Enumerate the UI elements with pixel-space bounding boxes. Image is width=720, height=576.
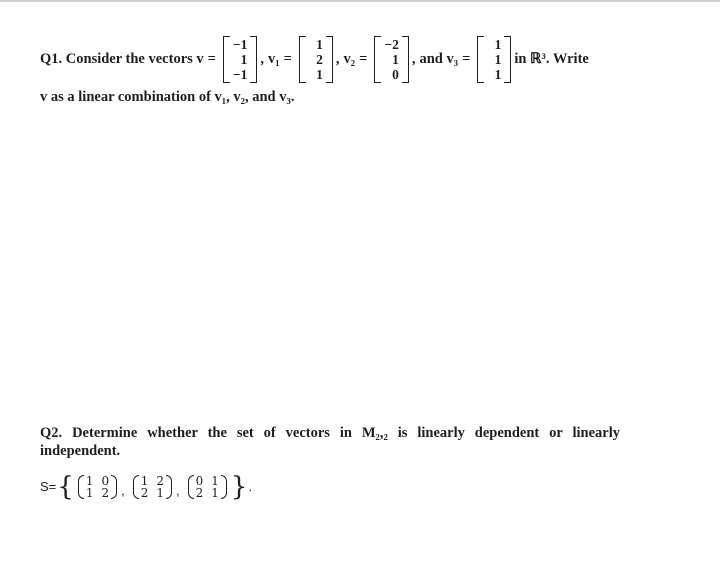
vector-v2 <box>374 36 408 83</box>
equals-sign: = <box>283 51 292 67</box>
closing-period: . <box>248 479 253 494</box>
v3-name: v₃ <box>446 51 459 67</box>
vector-v <box>223 36 257 83</box>
matrix-2 <box>133 475 172 499</box>
comma: , <box>121 483 125 498</box>
q2-text: Determine whether the set of vectors in M₂,₂ is linearly dependent or linearly independent. <box>40 425 621 459</box>
comma: , <box>411 51 416 67</box>
top-divider <box>0 0 720 2</box>
matrix-2-entry: 2 <box>140 486 149 500</box>
set-label: S= <box>40 479 57 494</box>
matrix-2-entry: 1 <box>140 474 149 488</box>
vector-v3-entry: 1 <box>494 52 502 67</box>
equals-sign: = <box>207 51 216 67</box>
q1-label: Q1. <box>40 51 63 67</box>
matrix-1-entry: 1 <box>85 474 94 488</box>
matrix-2-entry: 2 <box>156 474 164 488</box>
q1-line-2: v as a linear combination of v₁, v₂, and v₃. <box>40 89 295 105</box>
vector-v1-entry: 2 <box>316 52 323 67</box>
equals-sign: = <box>359 51 368 67</box>
matrix-1-entry: 2 <box>101 486 110 500</box>
vector-v3-entry: 1 <box>494 37 502 52</box>
open-brace: { <box>57 472 74 502</box>
vector-v2-entry: 1 <box>392 52 399 67</box>
comma: , <box>335 51 340 67</box>
question-1 <box>40 36 690 106</box>
question-2 <box>40 424 620 500</box>
close-brace: } <box>230 472 248 502</box>
vector-v2-entry: 0 <box>392 67 399 82</box>
vector-v-entry: −1 <box>232 67 248 82</box>
q2-text-block <box>40 424 620 460</box>
vector-v-entry: −1 <box>232 37 248 52</box>
space-text: in ℝ³. Write <box>514 51 589 67</box>
matrix-1-entry: 0 <box>101 474 110 488</box>
matrix-3-entry: 1 <box>211 486 219 500</box>
matrix-3-entry: 1 <box>211 474 219 488</box>
vector-v1-entry: 1 <box>316 37 323 52</box>
matrix-3 <box>188 475 227 499</box>
v1-name: v₁ <box>268 51 280 67</box>
equals-sign: = <box>462 51 471 67</box>
vector-v3 <box>477 36 511 83</box>
matrix-3-entry: 2 <box>195 486 204 500</box>
comma: , <box>260 51 264 67</box>
matrix-set <box>40 474 620 500</box>
matrix-2-entry: 1 <box>156 486 164 500</box>
matrix-1 <box>78 475 117 499</box>
and-word: and <box>419 51 443 67</box>
v2-name: v₂ <box>343 51 356 67</box>
comma: , <box>176 483 180 498</box>
matrix-3-entry: 0 <box>195 474 204 488</box>
q2-label: Q2. <box>40 425 63 441</box>
vector-v1 <box>299 36 333 83</box>
q1-intro: Consider the vectors <box>65 51 193 67</box>
vector-v-entry: 1 <box>240 52 248 67</box>
vector-v3-entry: 1 <box>494 67 502 82</box>
q1-line-1 <box>40 36 690 83</box>
vector-v1-entry: 1 <box>316 67 323 82</box>
vector-v2-entry: −2 <box>384 37 399 52</box>
matrix-1-entry: 1 <box>85 486 94 500</box>
v-name: v <box>196 51 204 67</box>
